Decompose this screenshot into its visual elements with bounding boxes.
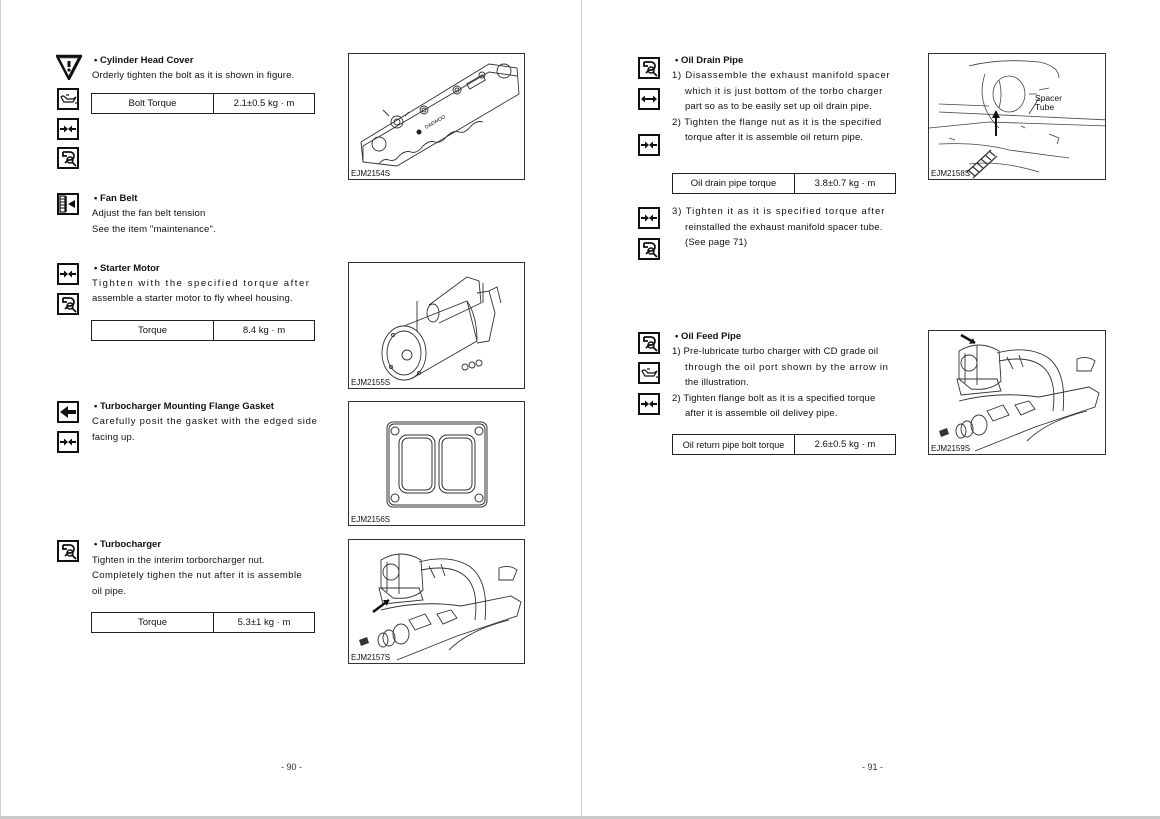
spec-value: 5.3±1 kg · m	[214, 613, 315, 633]
tighten-arrows-icon	[57, 431, 79, 453]
figure-caption: EJM2159S	[931, 444, 971, 453]
loosen-arrows-icon	[638, 88, 660, 110]
tighten-arrows-icon	[638, 207, 660, 229]
page-number: - 91 -	[862, 762, 884, 772]
page-91	[582, 0, 1160, 816]
instruction-text: torque after it is assemble oil return pipe.	[685, 132, 864, 143]
instruction-text: reinstalled the exhaust manifold spacer tube.	[685, 222, 883, 233]
instruction-text: through the oil port shown by the arrow in	[685, 362, 889, 373]
spec-label: Oil return pipe bolt torque	[673, 435, 795, 455]
spec-value: 8.4 kg · m	[214, 321, 315, 341]
belt-tension-icon	[57, 193, 79, 215]
callout-line: Spacer	[1035, 93, 1062, 103]
spec-label: Torque	[92, 321, 214, 341]
tighten-arrows-icon	[638, 134, 660, 156]
figure-callout	[1035, 94, 1062, 112]
instruction-text: after it is assemble oil delivey pipe.	[685, 408, 838, 419]
section-title-starter-motor: • Starter Motor	[94, 263, 160, 274]
figure-caption: EJM2158S	[931, 169, 971, 178]
tighten-arrows-icon	[57, 118, 79, 140]
spec-table-torque	[91, 612, 315, 633]
instruction-text: See the item "maintenance".	[92, 224, 216, 235]
wrench-icon	[57, 293, 79, 315]
instruction-text: 1) Disassemble the exhaust manifold spacer	[672, 70, 891, 81]
wrench-icon	[638, 238, 660, 260]
instruction-text: assemble a starter motor to fly wheel housing.	[92, 293, 293, 304]
section-title-cylinder-head-cover: • Cylinder Head Cover	[94, 55, 194, 66]
figure-oil-drain-pipe	[928, 53, 1106, 180]
tighten-arrows-icon	[638, 393, 660, 415]
figure-starter-motor	[348, 262, 525, 389]
spec-table-bolt-torque	[91, 93, 315, 114]
instruction-text: Completely tighen the nut after it is assemble	[92, 570, 303, 581]
instruction-text: 2) Tighten the flange nut as it is the specified	[672, 117, 882, 128]
instruction-text: (See page 71)	[685, 237, 748, 248]
wrench-icon	[638, 332, 660, 354]
instruction-text: Orderly tighten the bolt as it is shown in figure.	[92, 70, 295, 81]
instruction-text: 2) Tighten flange bolt as it is a specified torque	[672, 393, 876, 404]
figure-caption: EJM2156S	[351, 515, 391, 524]
section-title-turbocharger: • Turbocharger	[94, 539, 162, 550]
instruction-text: Tighten with the specified torque after	[92, 278, 311, 289]
spec-value: 2.6±0.5 kg · m	[795, 435, 896, 455]
section-title-flange-gasket: • Turbocharger Mounting Flange Gasket	[94, 401, 274, 412]
figure-caption: EJM2154S	[351, 169, 391, 178]
warning-icon	[56, 54, 82, 80]
arrow-left-icon	[57, 401, 79, 423]
instruction-text: oil pipe.	[92, 586, 127, 597]
figure-caption: EJM2157S	[351, 653, 391, 662]
instruction-text: Tighten in the interim torborcharger nut.	[92, 555, 265, 566]
instruction-text: Adjust the fan belt tension	[92, 208, 206, 219]
figure-caption: EJM2155S	[351, 378, 391, 387]
instruction-text: 1) Pre-lubricate turbo charger with CD grade oil	[672, 346, 879, 357]
section-title-fan-belt: • Fan Belt	[94, 193, 138, 204]
spec-value: 3.8±0.7 kg · m	[795, 174, 896, 194]
spec-label: Oil drain pipe torque	[673, 174, 795, 194]
instruction-text: Carefully posit the gasket with the edged side	[92, 416, 318, 427]
spec-table-oil-drain-pipe-torque	[672, 173, 896, 194]
figure-flange-gasket	[348, 401, 525, 526]
spec-table-oil-return-pipe-bolt-torque	[672, 434, 896, 455]
wrench-icon	[57, 540, 79, 562]
oil-can-icon	[57, 88, 79, 110]
spec-label: Torque	[92, 613, 214, 633]
instruction-text: the illustration.	[685, 377, 749, 388]
instruction-text: part so as to be easily set up oil drain pipe.	[685, 101, 872, 112]
page-90	[0, 0, 581, 816]
oil-can-icon	[638, 362, 660, 384]
spec-label: Bolt Torque	[92, 94, 214, 114]
instruction-text: which it is just bottom of the torbo charger	[685, 86, 883, 97]
wrench-icon	[638, 57, 660, 79]
figure-oil-feed-pipe	[928, 330, 1106, 455]
tighten-arrows-icon	[57, 263, 79, 285]
callout-line: Tube	[1035, 102, 1055, 112]
instruction-text: facing up.	[92, 432, 135, 443]
figure-turbocharger	[348, 539, 525, 664]
section-title-oil-feed-pipe: • Oil Feed Pipe	[675, 331, 742, 342]
section-title-oil-drain-pipe: • Oil Drain Pipe	[675, 55, 744, 66]
svg-text:DAEWOO: DAEWOO	[424, 114, 447, 131]
page-number: - 90 -	[281, 762, 303, 772]
spec-value: 2.1±0.5 kg · m	[214, 94, 315, 114]
spec-table-torque	[91, 320, 315, 341]
wrench-icon	[57, 147, 79, 169]
figure-cylinder-head-cover	[348, 53, 525, 180]
instruction-text: 3) Tighten it as it is specified torque after	[672, 206, 886, 217]
